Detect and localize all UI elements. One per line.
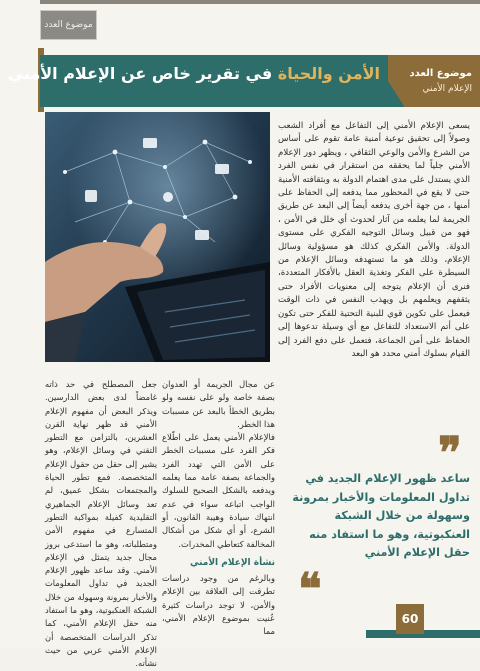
section-subheading: نشأة الإعلام الأمني <box>190 557 275 568</box>
page-number: 60 <box>396 604 424 634</box>
photo-illustration <box>45 112 270 362</box>
article-headline <box>7 64 380 83</box>
body-paragraph: جعل المصطلح في حد ذاته غامضاً لدى بعض الدارسين. ويذكر البعض أن مفهوم الإعلام الأمني قد ظهر نهاية القرن العشرين، بالتزامن مع التطور التقني في وسائل الإعلام، وهو يشير إلى حقل من حقول الإعلام المتخصصة. فمع تطور الحياة والمجتمعات بشكل عميق، لم تعد وسائل الإعلام الجماهيري التقليدية كفيلة بمواكبة التطور المتسارع في مفهوم الأمن ومتطلباته، وهو ما استدعى بروز مجال جديد يتمثل في الإعلام الأمني. وقد ساعد ظهور الإعلام الجديد في تداول المعلومات والأخبار بمرونة وسهولة من خلال الشبكة العنكبوتية، وهو ما استفاد منه حقل الإعلام الأمني، كما تذكر الدراسات المتخصصة أن الإعلام الأمني عربي من حيث نشأته. <box>45 379 157 669</box>
text-column-left <box>45 378 157 671</box>
section-badge <box>40 10 97 40</box>
text-column-middle <box>162 378 275 639</box>
headline-highlight: الأمن والحياة <box>277 64 380 83</box>
body-paragraph: عن مجال الجريمة أو العدوان بصفة خاصة ولو على نفسه ولو بطريق الخطأ بالبعد عن مسببات هذا الخطر. <box>162 379 275 429</box>
issue-title: موضوع العدد <box>409 68 472 79</box>
pull-quote: ساعد ظهور الإعلام الجديد في تداول المعلومات والأخبار بمرونة وسهولة من خلال الشبكة العنكبوتية، وهو ما استفاد منه حقل الإعلام الأمني <box>292 472 470 559</box>
body-paragraph: فالإعلام الأمني يعمل على اطّلاع فكر الفرد على مسببات الخطر على الأمن التي تهدد الفرد والجماعة بصفة عامة مما يعلمه ويدفعه بالشكل الصحيح للسلوك الواجب اتباعه سواء في عدم انتهاك سيادة وهيبة القانون، أو الشرع، أو أي شكل من أشكال المخالفة كتعاطي المخدرات. <box>162 432 275 549</box>
issue-subtitle: الإعلام الأمني <box>422 84 472 94</box>
quote-open-icon: ❞ <box>438 428 462 479</box>
section-badge-label: موضوع العدد <box>44 20 93 30</box>
body-paragraph: وبالرغم من وجود دراسات تطرقت إلى العلاقة بين الإعلام والأمن، لا توجد دراسات كثيرة عُنيت بموضوع الإعلام الأمني، مما <box>162 573 275 637</box>
issue-label-block <box>388 55 480 107</box>
article-photo <box>45 112 270 362</box>
top-rule <box>40 0 480 4</box>
quote-close-icon: ❝ <box>298 564 322 615</box>
text-column-right <box>278 120 470 361</box>
body-paragraph: يسعى الإعلام الأمني إلى التفاعل مع أفراد الشعب وصولاً إلى تحقيق توعية أمنية عامة تقوم على أساس من الشرع والأمن والوعي الثقافي ، ويظهر دور الإعلام الأمني جلياً لما يحققه من استقرار في نفس الفرد الذي يستدل على مدى اهتمام الدولة به وبثقافته الأمنية حتى لا يقع في المحظور مما يدفعه إلى الحفاظ على أمنها ، من جهة أخرى يدفعه أيضاً إلى البعد عن طريق الجريمة لما يعلمه من آثار لحدوث أي خلل في الأمن ، فهو من قبيل وسائل التوجيه الفكري على مستوى الدولة. والأمن الفكري كذلك هو مسؤولية وسائل الإعلام، وذلك هو ما تستهدفه وسائل الإعلام من السيطرة على الفكر وتغذية العقل بالأفكار المتعددة، فنرى أن الإعلام يتوجه إلى معنويات الأفراد حتى يثقفهم ويعلمهم بل ويهذب النفس في ذات الوقت فيعمل على تكوين قوي للبنية التحتية للفكر حتى تكون على أتم الاستعداد للتفاعل مع أي وسيلة تدعوها إلى الحفاظ على أمن الجماعة، فتعمل على دفع الفرد إلى القيام بسلوك أمني محدد هو البعد <box>278 121 470 359</box>
headline-rest: في تقرير خاص عن الإعلام الأمني <box>7 64 273 83</box>
